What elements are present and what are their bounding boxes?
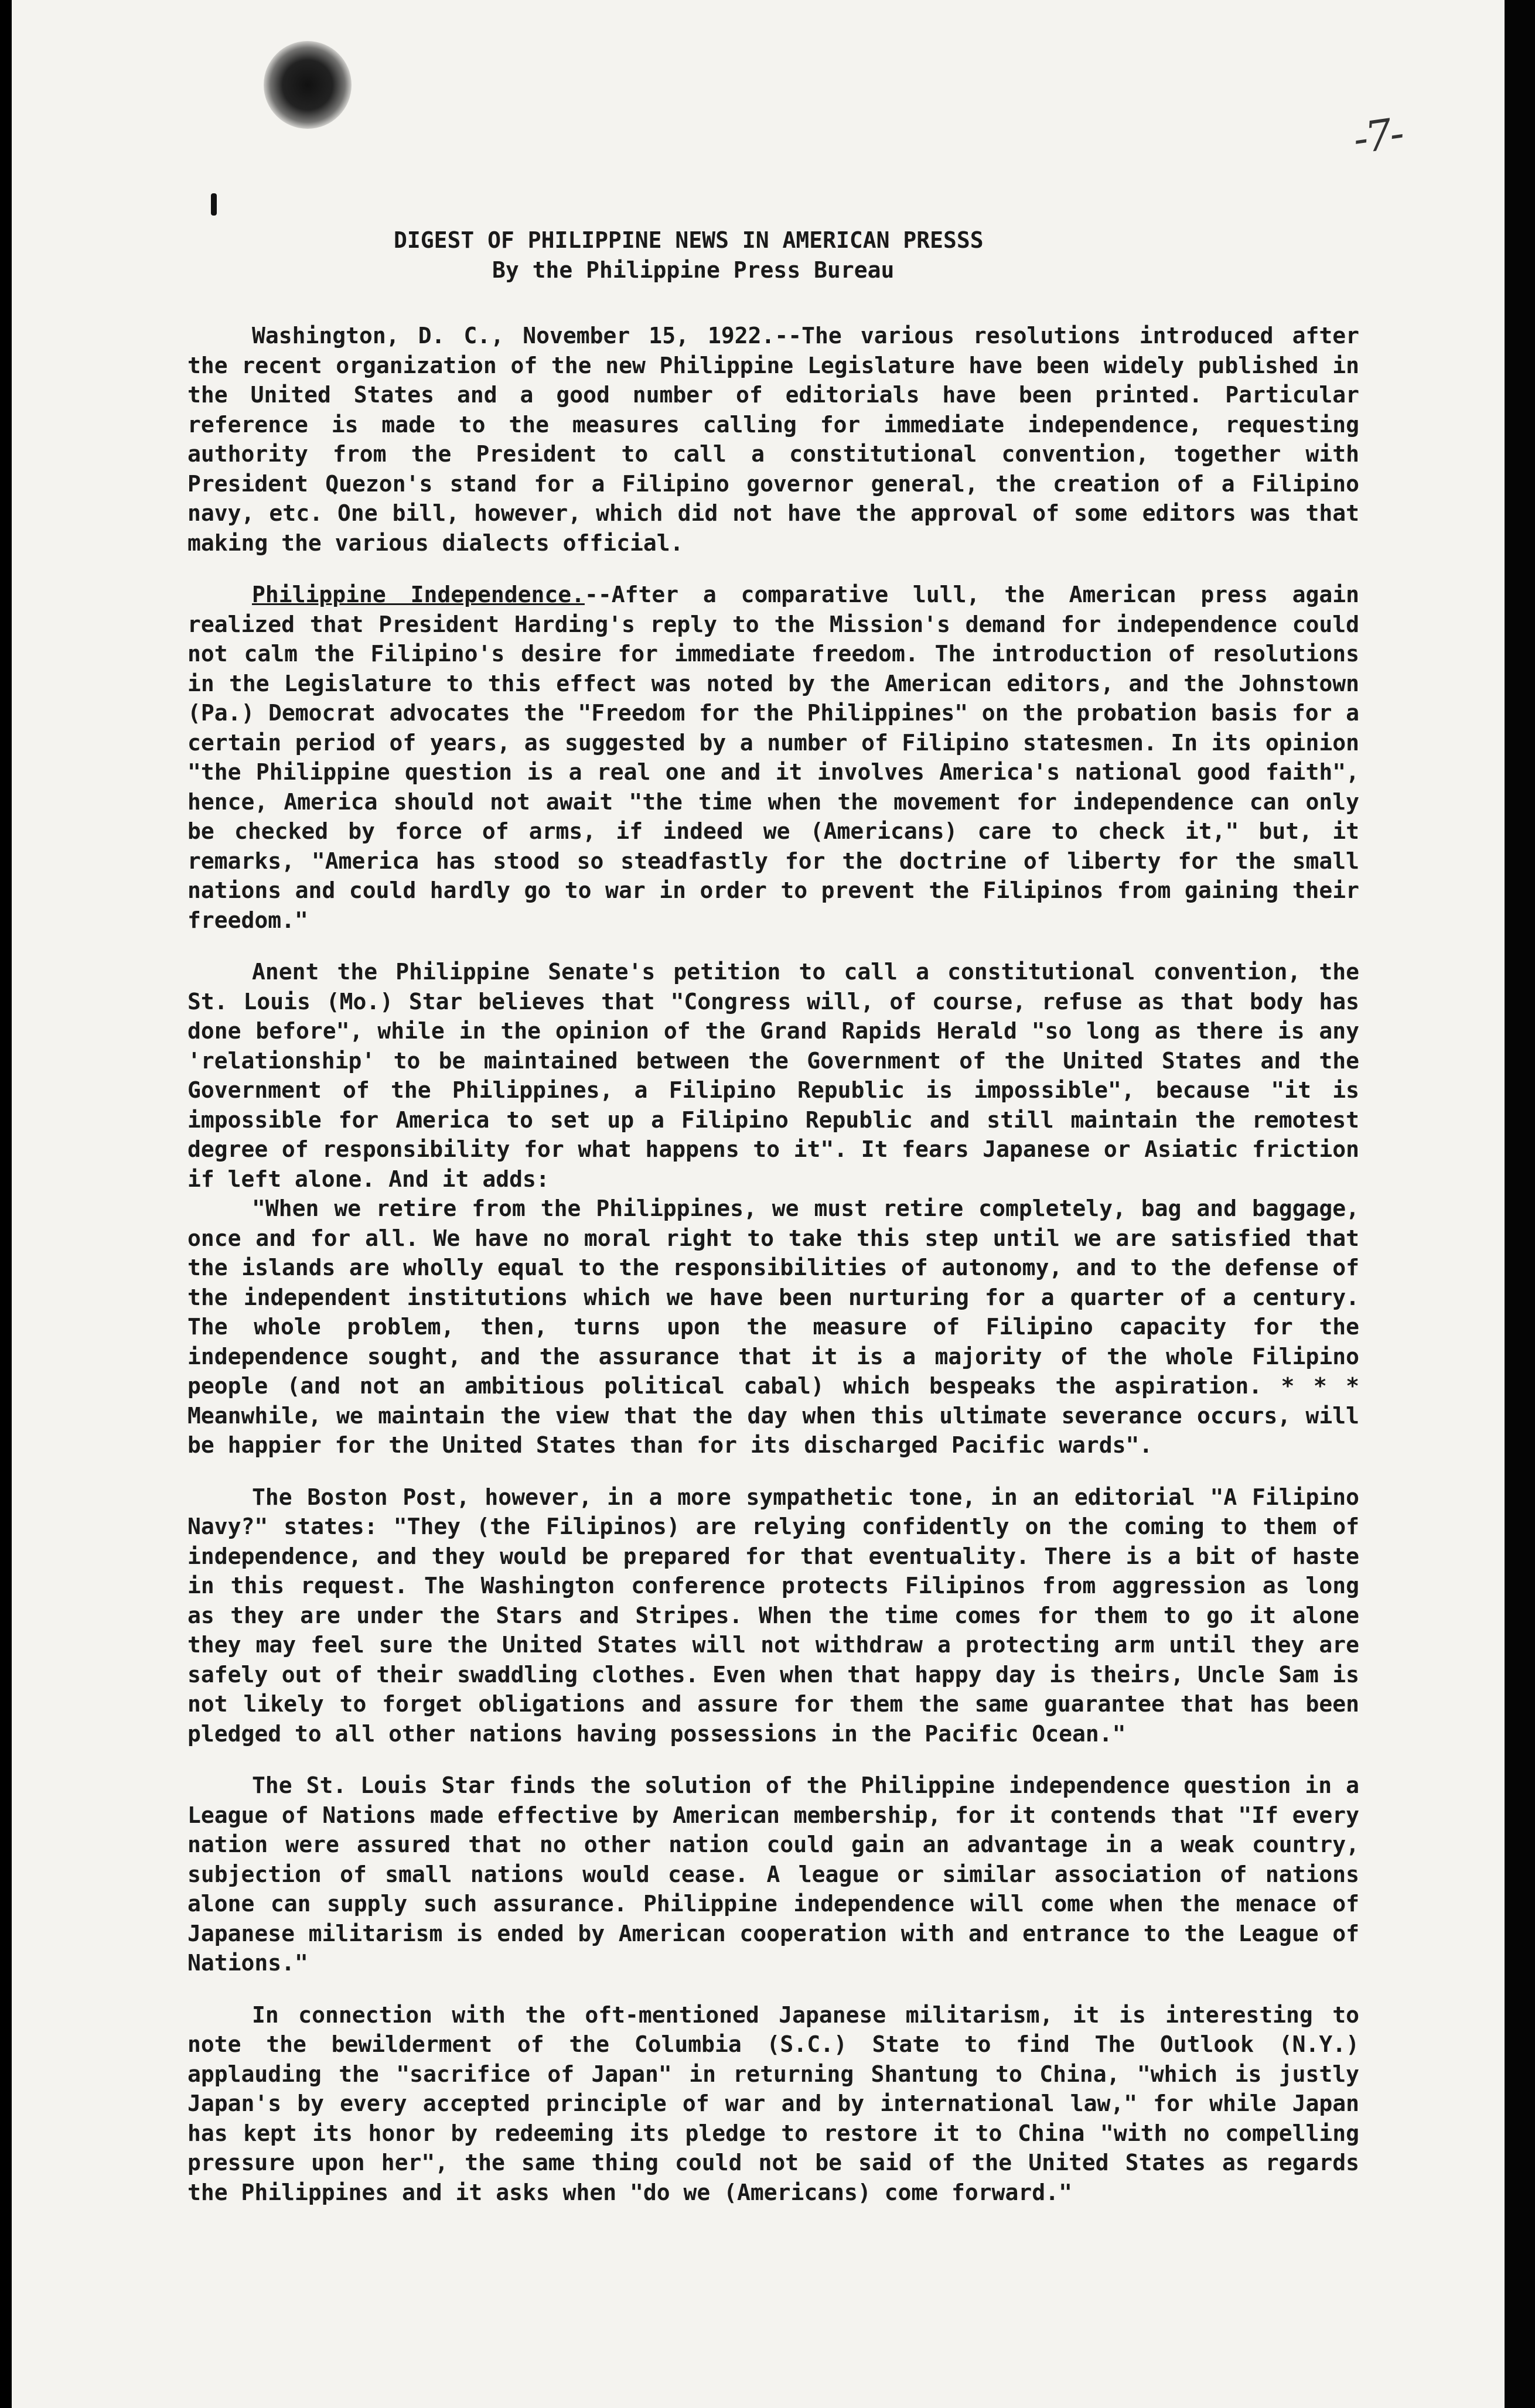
document-body	[187, 226, 1359, 2229]
section-heading-independence: Philippine Independence.	[252, 582, 585, 607]
document-byline: By the Philippine Press Bureau	[492, 257, 895, 283]
document-title: DIGEST OF PHILIPPINE NEWS IN AMERICAN PRESSS	[394, 227, 984, 253]
ink-blot	[264, 41, 352, 129]
paragraph-independence-text: --After a comparative lull, the American press again realized that President Harding's reply to the Mission's demand for independence could not calm the Filipino's desire for immediate freedom. The introduction of resolutions in the Legislature to this effect was noted by the American editors, and the Johnstown (Pa.) Democrat advocates the "Freedom for the Philippines" on the probation basis for a certain period of years, as suggested by a number of Filipino statesmen. In its opinion "the Philippine question is a real one and it involves America's national good faith", hence, America should not await "the time when the movement for independence can only be checked by force of arms, if indeed we (Americans) care to check it," but, it remarks, "America has stood so steadfastly for the doctrine of liberty for the small nations and could hardly go to war in order to prevent the Filipinos from gaining their freedom."	[187, 582, 1359, 933]
paragraph-boston-post: The Boston Post, however, in a more sympathetic tone, in an editorial "A Filipino Navy?" states: "They (the Filipinos) are relying confidently on the coming to them of independence, and they would be prepared for that eventuality. There is a bit of haste in this request. The Washington conference protects Filipinos from aggression as long as they are under the Stars and Stripes. When the time comes for them to go it alone they may feel sure the United States will not withdraw a protecting arm until they are safely out of their swaddling clothes. Even when that happy day is theirs, Uncle Sam is not likely to forget obligations and assure for them the same guarantee that has been pledged to all other nations having possessions in the Pacific Ocean."	[187, 1484, 1359, 1747]
handwritten-page-mark: -7-	[1350, 108, 1405, 164]
document-page	[12, 0, 1505, 2408]
paragraph-independence	[187, 580, 1359, 935]
paragraph-senate-petition: Anent the Philippine Senate's petition to call a constitutional convention, the St. Louis (Mo.) Star believes that "Congress will, of course, refuse as that body has done before", while in the opinion of the Grand Rapids Herald "so long as there is any 'relationship' to be maintained between the Government of the United States and the Government of the Philippines, a Filipino Republic is impossible", because "it is impossible for America to set up a Filipino Republic and still maintain the remotest degree of responsibility for what happens to it". It fears Japanese or Asiatic friction if left alone. And it adds:	[187, 959, 1359, 1192]
quotation-retire: "When we retire from the Philippines, we must retire completely, bag and baggage, once and for all. We have no moral right to take this step until we are satisfied that the islands are wholly equal to the responsibilities of autonomy, and to the defense of the independent institutions which we have been nurturing for a quarter of a century. The whole problem, then, turns upon the measure of Filipino capacity for the independence sought, and the assurance that it is a majority of the whole Filipino people (and not an ambitious political cabal) which bespeaks the aspiration. * * * Meanwhile, we maintain the view that the day when this ultimate severance occurs, will be happier for the United States than for its discharged Pacific wards".	[187, 1196, 1359, 1458]
ink-mark	[211, 193, 217, 216]
paragraph-intro: Washington, D. C., November 15, 1922.--The various resolutions introduced after the recent organization of the new Philippine Legislature have been widely published in the United States and a good number of editorials have been printed. Particular reference is made to the measures calling for immediate independence, requesting authority from the President to call a constitutional convention, together with President Quezon's stand for a Filipino governor general, the creation of a Filipino navy, etc. One bill, however, which did not have the approval of some editors was that making the various dialects official.	[187, 323, 1359, 556]
paragraph-league-of-nations: The St. Louis Star finds the solution of the Philippine independence question in a League of Nations made effective by American membership, for it contends that "If every nation were assured that no other nation could gain an advantage in a weak country, subjection of small nations would cease. A league or similar association of nations alone can supply such assurance. Philippine independence will come when the menace of Japanese militarism is ended by American cooperation with and entrance to the League of Nations."	[187, 1772, 1359, 1976]
scan-edge	[1505, 0, 1535, 2408]
paragraph-japanese-militarism: In connection with the oft-mentioned Japanese militarism, it is interesting to note the bewilderment of the Columbia (S.C.) State to find The Outlook (N.Y.) applauding the "sacrifice of Japan" in returning Shantung to China, "which is justly Japan's by every accepted principle of war and by international law," for while Japan has kept its honor by redeeming its pledge to restore it to China "with no compelling pressure upon her", the same thing could not be said of the United States as regards the Philippines and it asks when "do we (Americans) come forward."	[187, 2001, 1359, 2205]
